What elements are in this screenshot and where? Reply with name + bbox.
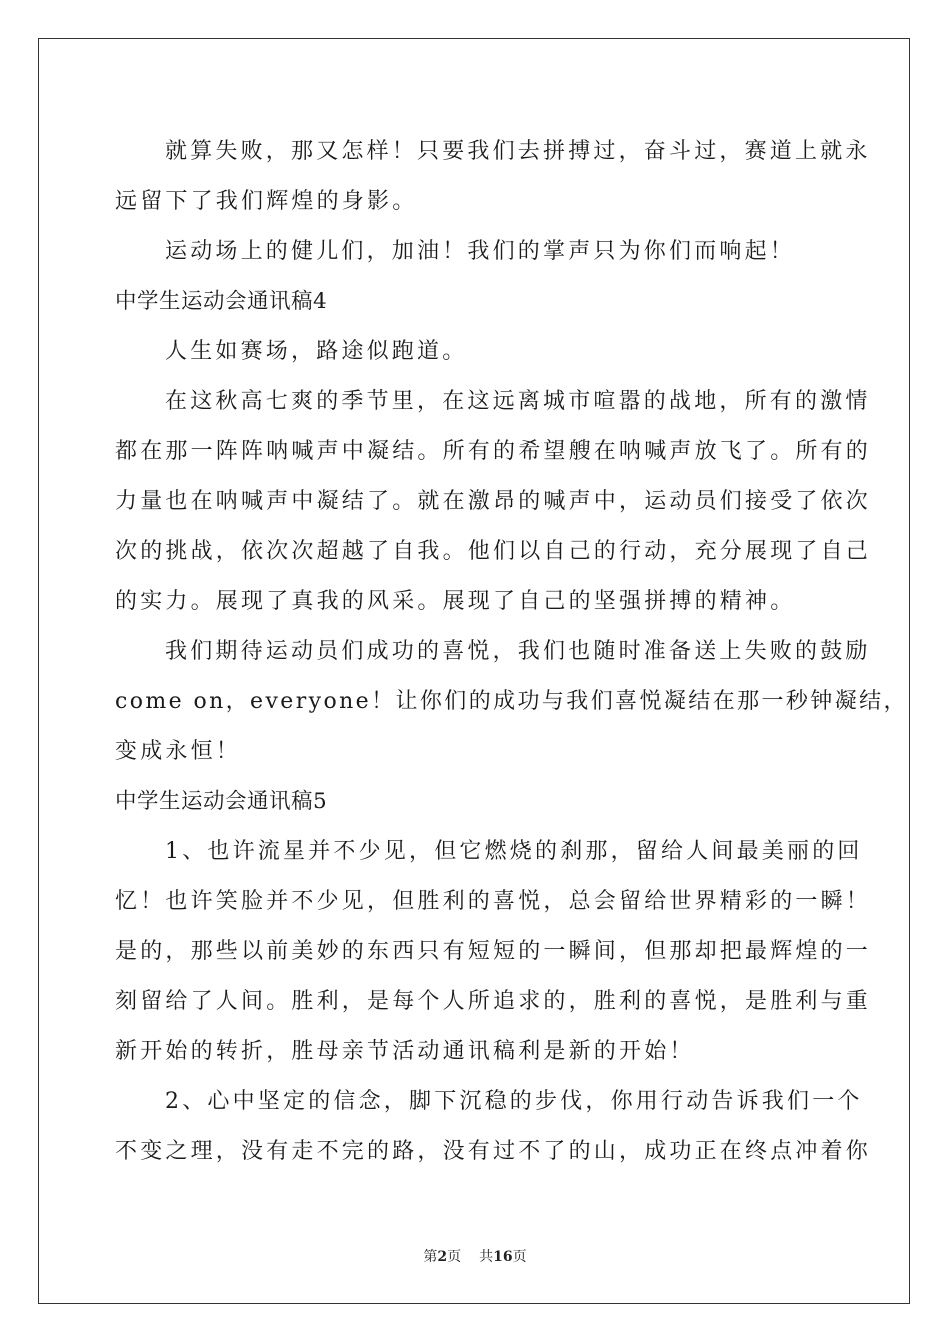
paragraph-line: 人生如赛场，路途似跑道。 (165, 339, 468, 364)
paragraph-line: 的实力。展现了真我的风采。展现了自己的坚强拼搏的精神。 (115, 589, 796, 614)
paragraph-line: come on，everyone！让你们的成功与我们喜悦凝结在那一秒钟凝结， (115, 689, 908, 714)
paragraph-line: 远留下了我们辉煌的身影。 (115, 189, 418, 214)
document-body (115, 127, 908, 1177)
paragraph-line: 次的挑战，依次次超越了自我。他们以自己的行动，充分展现了自己 (115, 539, 872, 564)
paragraph-line: 刻留给了人间。胜利，是每个人所追求的，胜利的喜悦，是胜利与重 (115, 989, 872, 1014)
paragraph-line: 都在那一阵阵呐喊声中凝结。所有的希望艘在呐喊声放飞了。所有的 (115, 439, 872, 464)
paragraph-line: 不变之理，没有走不完的路，没有过不了的山，成功正在终点冲着你 (115, 1139, 872, 1164)
paragraph-line: 我们期待运动员们成功的喜悦，我们也随时准备送上失败的鼓励 (165, 639, 871, 664)
page-suffix: 页 (447, 1249, 462, 1265)
paragraph-line: 变成永恒！ (115, 739, 242, 764)
page-prefix: 第 (423, 1249, 438, 1265)
section-heading: 中学生运动会通讯稿4 (115, 289, 328, 314)
paragraph-line: 在这秋高七爽的季节里，在这远离城市喧嚣的战地，所有的激情 (165, 389, 871, 414)
total-pages: 16 (493, 1249, 513, 1265)
paragraph-line: 就算失败，那又怎样！只要我们去拼搏过，奋斗过，赛道上就永 (165, 139, 871, 164)
section-heading: 中学生运动会通讯稿5 (115, 789, 328, 814)
paragraph-line: 新开始的转折，胜母亲节活动通讯稿利是新的开始！ (115, 1039, 695, 1064)
total-suffix: 页 (512, 1249, 527, 1265)
paragraph-line: 是的，那些以前美妙的东西只有短短的一瞬间，但那却把最辉煌的一 (115, 939, 872, 964)
page-footer (0, 1246, 950, 1266)
paragraph-line: 力量也在呐喊声中凝结了。就在激昂的喊声中，运动员们接受了依次 (115, 489, 872, 514)
paragraph-line: 2、心中坚定的信念，脚下沉稳的步伐，你用行动告诉我们一个 (165, 1089, 863, 1114)
paragraph-line: 1、也许流星并不少见，但它燃烧的刹那，留给人间最美丽的回 (165, 839, 863, 864)
total-prefix: 共 (479, 1249, 494, 1265)
paragraph-line: 运动场上的健儿们，加油！我们的掌声只为你们而响起！ (165, 239, 796, 264)
page-number: 2 (437, 1249, 448, 1265)
paragraph-line: 忆！也许笑脸并不少见，但胜利的喜悦，总会留给世界精彩的一瞬！ (115, 889, 872, 914)
